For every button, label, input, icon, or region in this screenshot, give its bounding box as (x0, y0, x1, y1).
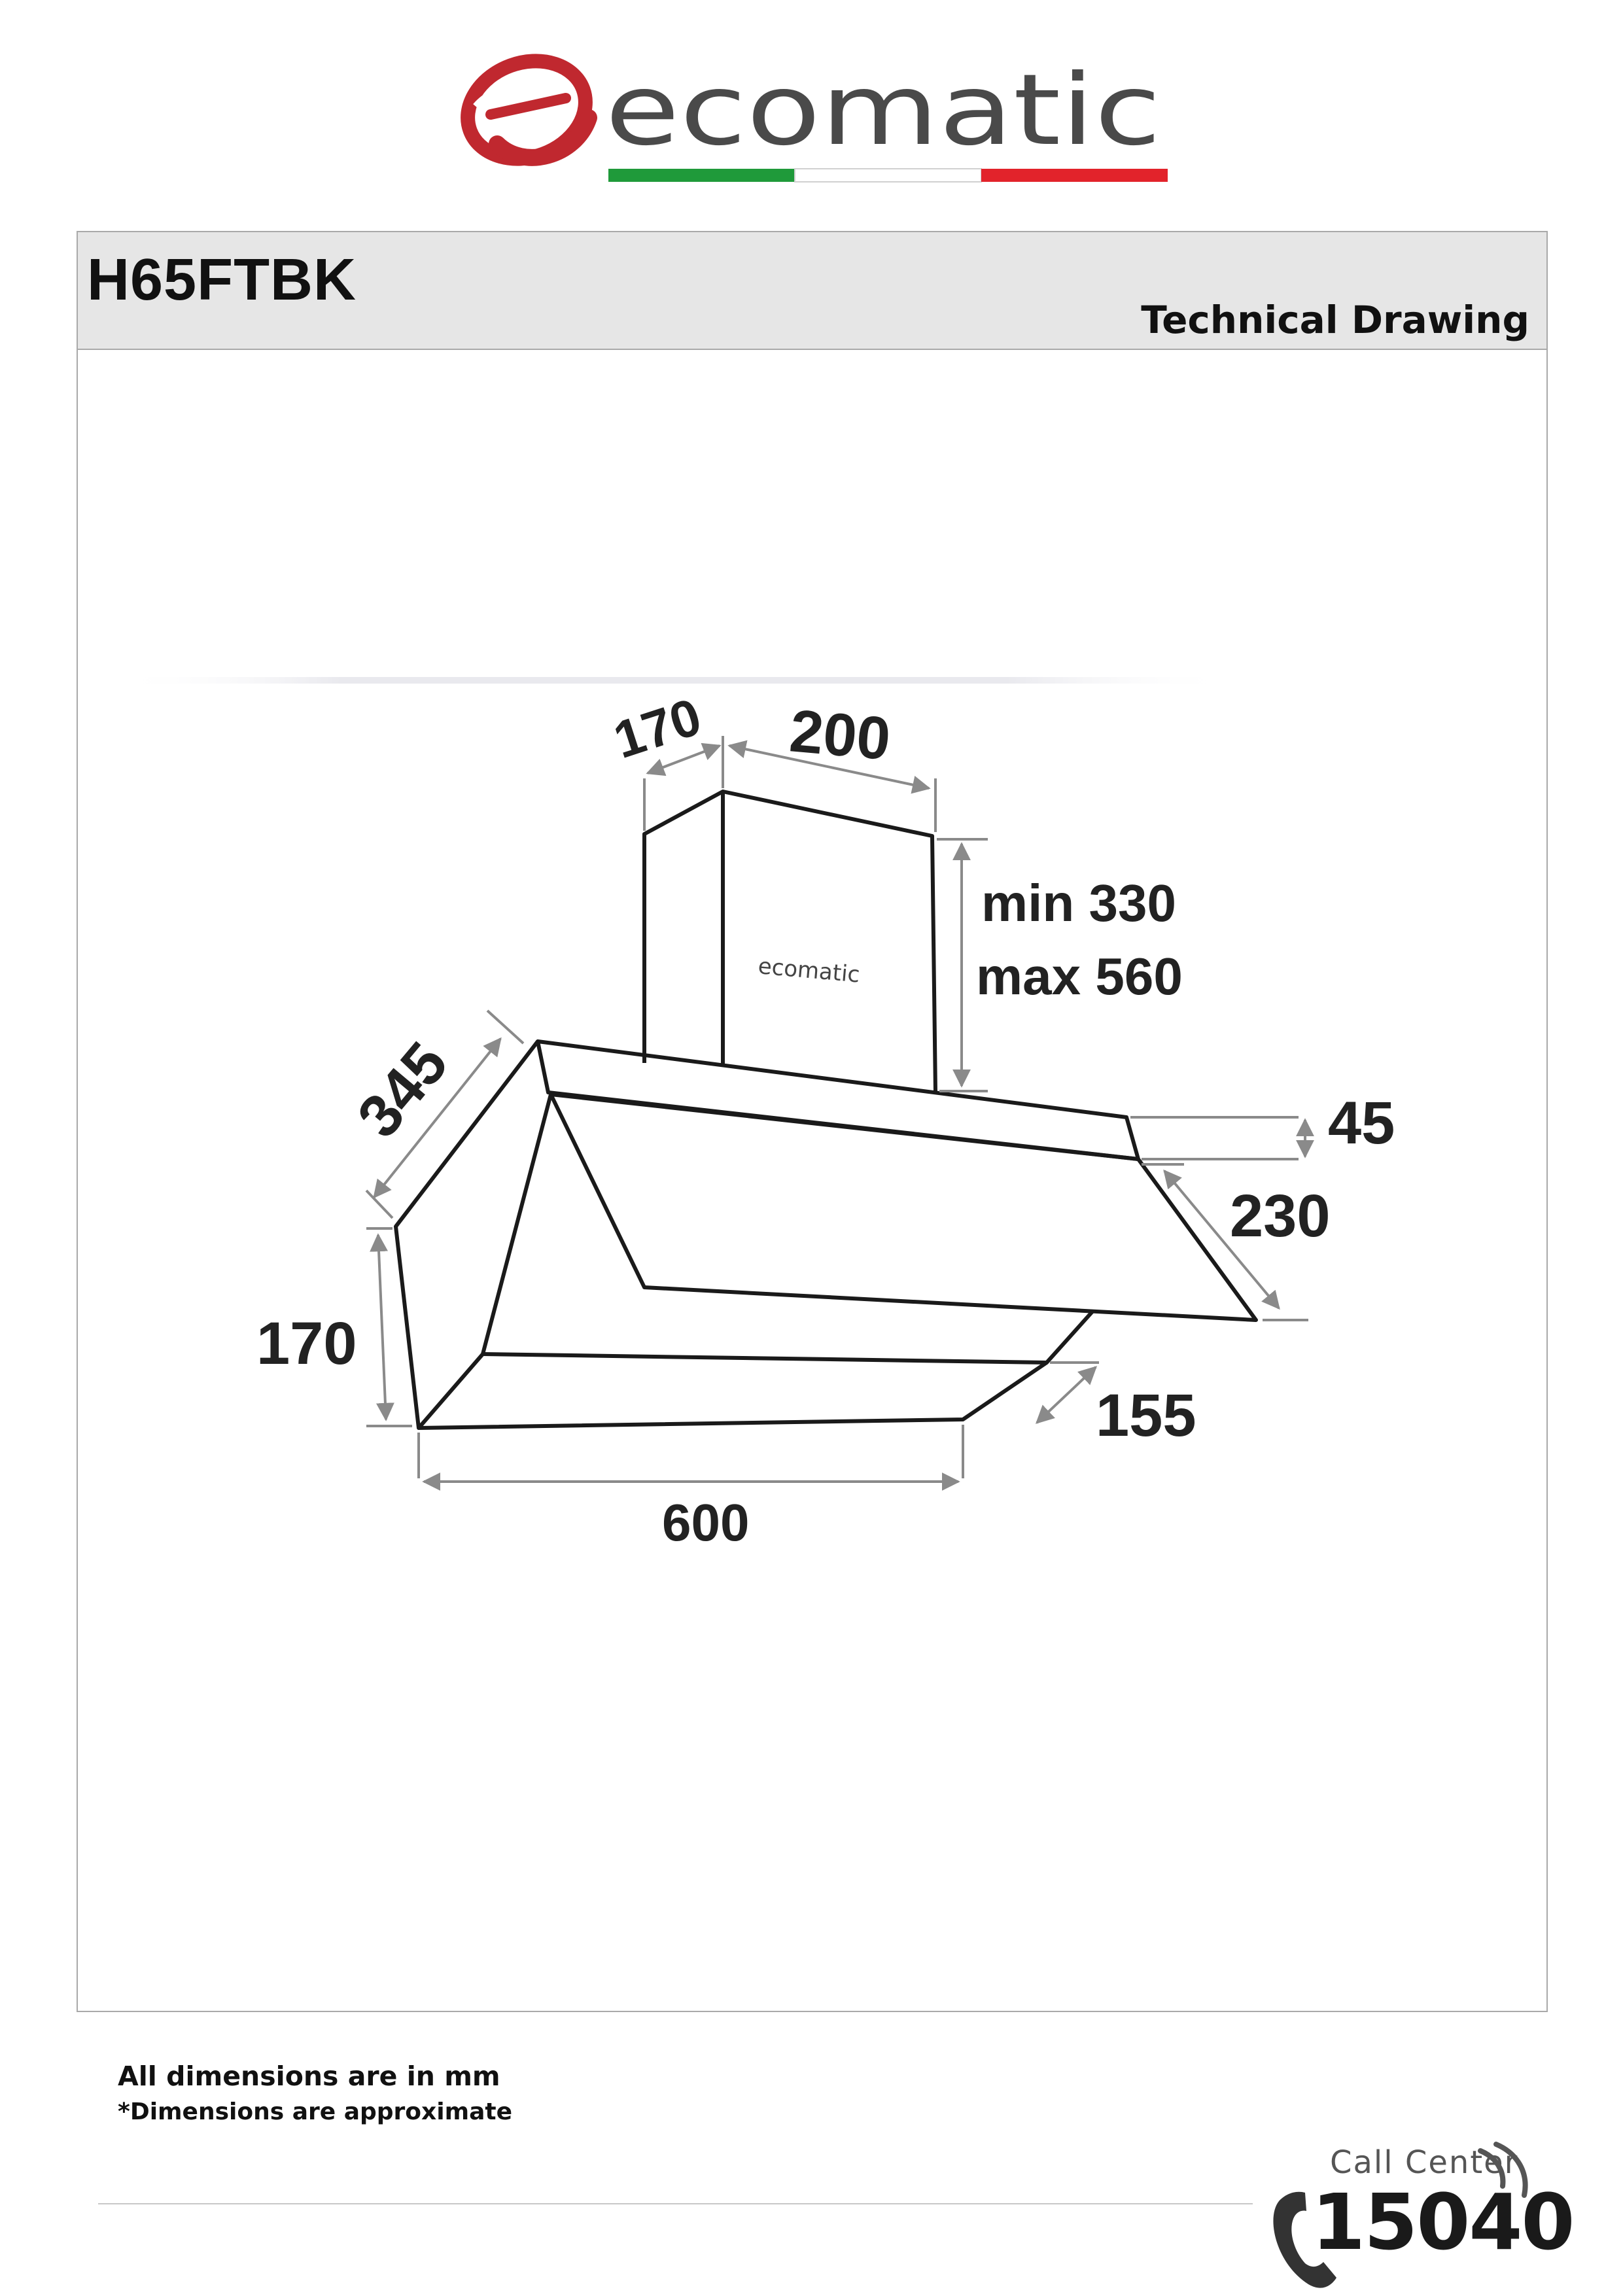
call-center-number: 15040 (1312, 2177, 1574, 2267)
dimension-lines (366, 736, 1308, 1482)
base-top (483, 1312, 1092, 1363)
call-center-badge (1259, 2139, 1574, 2296)
model-number: H65FTBK (87, 247, 357, 313)
logo-wordmark: ecomatic (605, 54, 1161, 167)
dim-label-front-height: 170 (256, 1310, 357, 1377)
chimney-left-face (644, 791, 723, 1066)
glass-front (551, 1094, 1256, 1320)
canopy-top (538, 1041, 1138, 1159)
dim-label-chimney-height-max: max 560 (976, 947, 1183, 1005)
note-approximate: *Dimensions are approximate (118, 2098, 512, 2125)
dim-line-bottom-depth (1037, 1367, 1096, 1423)
base-bottom (419, 1363, 1047, 1428)
dim-label-chimney-depth: 170 (606, 687, 708, 770)
dim-label-canopy-depth: 345 (345, 1030, 461, 1150)
dim-label-chimney-height-min: min 330 (981, 874, 1176, 932)
note-units: All dimensions are in mm (118, 2061, 500, 2092)
chimney-front-face (723, 791, 935, 1092)
chimney-brand-label: ecomatic (757, 953, 861, 988)
dim-label-width: 600 (662, 1493, 750, 1552)
dim-label-bottom-depth: 155 (1096, 1382, 1196, 1449)
shadow-band (118, 677, 1230, 684)
footer-divider (98, 2203, 1253, 2204)
section-title: Technical Drawing (1141, 298, 1529, 342)
dim-label-front-depth: 230 (1230, 1183, 1331, 1249)
dim-label-front-thickness: 45 (1328, 1090, 1395, 1157)
dim-line-front-height (378, 1235, 386, 1419)
call-center-label: Call Center (1330, 2144, 1519, 2181)
dim-label-chimney-width: 200 (787, 697, 894, 773)
